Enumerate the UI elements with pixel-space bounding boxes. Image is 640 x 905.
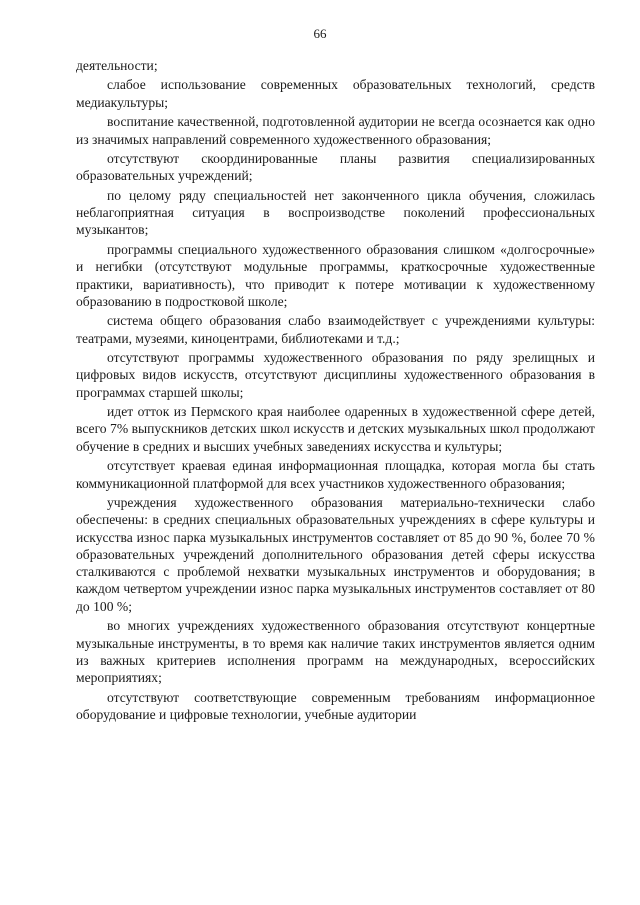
paragraph-general-education: система общего образования слабо взаимодействует с учреждениями культуры: театрами, музеями, киноцентрами, библиотеками и т.д.;: [76, 313, 595, 346]
paragraph-material-equipment: учреждения художественного образования материально-технически слабо обеспечены: в средних специальных образовательных учреждениях в сфере культуры и искусства износ парка музыкальных инструментов составляет от 85 до 90 %, более 70 % образовательных учреждений дополнительного образования детей сферы искусства сталкиваются с проблемой нехватки музыкальных инструментов и оборудования; в каждом четвертом учреждении износ парка музыкальных инструментов составляет от 80 до 100 %;: [76, 495, 595, 614]
paragraph-information-platform: отсутствует краевая единая информационная площадка, которая могла бы стать коммуникационной платформой для всех участников художественного образования;: [76, 458, 595, 491]
document-body: [76, 57, 595, 725]
paragraph-digital-equipment: отсутствуют соответствующие современным требованиям информационное оборудование и цифровые технологии, учебные аудитории: [76, 689, 595, 722]
paragraph-talent-outflow: идет отток из Пермского края наиболее одаренных в художественной сфере детей, всего 7% выпускников детских школ искусств и детских музыкальных школ продолжают обучение в средних и высших учебных заведениях искусства и культуры;: [76, 404, 595, 454]
paragraph-long-term-programs: программы специального художественного образования слишком «долгосрочные» и негибки (отсутствуют модульные программы, краткосрочные художественные практики, вариативность), что приводит к потере мотивации к художественному образованию в подростковой школе;: [76, 241, 595, 309]
paragraph-concert-instruments: во многих учреждениях художественного образования отсутствуют концертные музыкальные инструменты, в то время как наличие таких инструментов является одним из важных критериев исполнения программ на международных, всероссийских мероприятиях;: [76, 618, 595, 686]
paragraph-coordinated-plans: отсутствуют скоординированные планы развития специализированных образовательных учреждений;: [76, 151, 595, 184]
paragraph-media-technologies: слабое использование современных образовательных технологий, средств медиакультуры;: [76, 77, 595, 110]
paragraph-continuation: деятельности;: [76, 58, 158, 73]
page-number: 66: [313, 26, 327, 41]
paragraph-missing-programs: отсутствуют программы художественного образования по ряду зрелищных и цифровых видов искусств, отсутствуют дисциплины художественного образования в программах старшей школы;: [76, 350, 595, 400]
paragraph-audience-education: воспитание качественной, подготовленной аудитории не всегда осознается как одно из значимых направлений современного художественного образования;: [76, 114, 595, 147]
paragraph-training-cycle: по целому ряду специальностей нет законченного цикла обучения, сложилась неблагоприятная ситуация в воспроизводстве поколений профессиональных музыкантов;: [76, 187, 595, 238]
